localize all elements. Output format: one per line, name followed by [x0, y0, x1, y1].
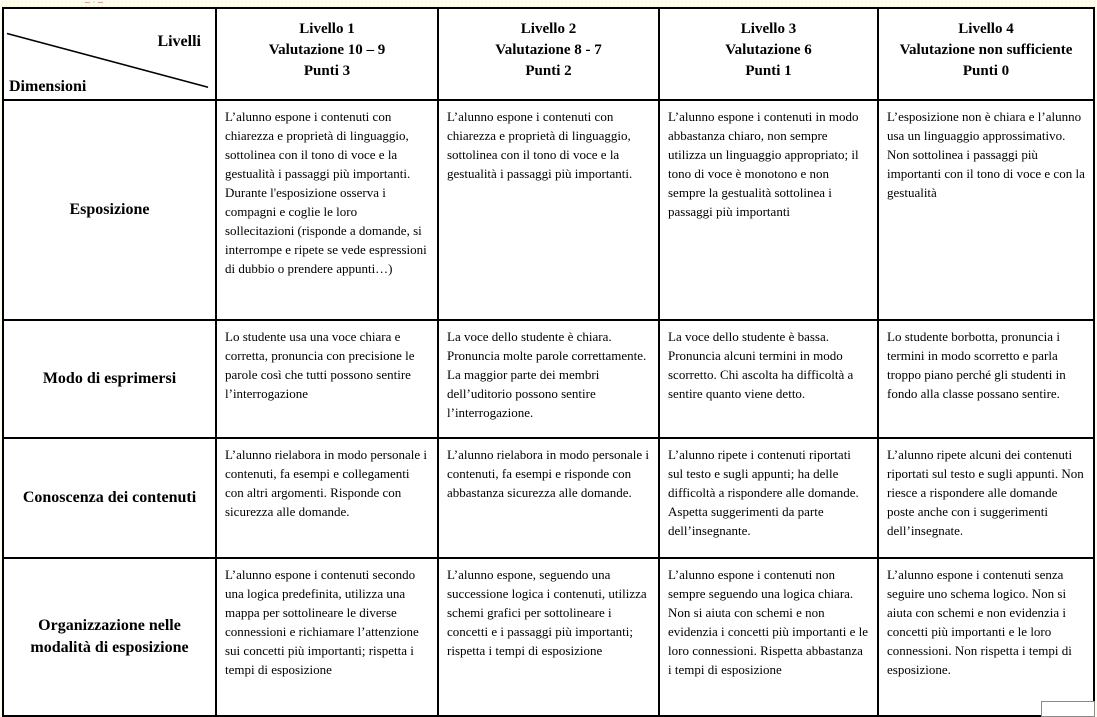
top-strip-marks: ~·~: [84, 0, 106, 7]
table-row: [3, 320, 1094, 438]
header-row: [3, 8, 1094, 100]
rubric-cell: L’alunno espone i contenuti in modo abbastanza chiaro, non sempre utilizza un linguaggio appropriato; il tono di voce è monotono e non sempre la gestualità sottolinea i passaggi più importanti: [659, 100, 878, 320]
level-header-line: Valutazione non sufficiente: [899, 42, 1073, 58]
rubric-cell: L’alunno espone i contenuti con chiarezza e proprietà di linguaggio, sottolinea con il tono di voce e la gestualità i passaggi più importanti.: [438, 100, 659, 320]
rubric-cell: L’alunno rielabora in modo personale i contenuti, fa esempi e collegamenti con altri argomenti. Risponde con sicurezza alle domande.: [216, 438, 438, 558]
level-header-line: Livello 4: [958, 21, 1014, 37]
dimension-label: Esposizione: [3, 100, 216, 320]
rubric-cell: L’alunno espone i contenuti senza seguire uno schema logico. Non si aiuta con schemi e non evidenzia i concetti più importanti e le loro connessioni. Non rispetta i tempi di esposizione.: [878, 558, 1094, 716]
rubric-cell: L’alunno espone i contenuti secondo una logica predefinita, utilizza una mappa per sottolineare le diverse connessioni e richiamare l’attenzione sui concetti più importanti; rispetta i tempi di esposizione: [216, 558, 438, 716]
level-header-line: Punti 3: [303, 63, 351, 79]
level-header-line: Punti 0: [962, 63, 1010, 79]
corner-label-dimensioni: Dimensioni: [9, 78, 87, 95]
level-header-line: Valutazione 8 - 7: [495, 42, 602, 58]
rubric-cell: L’alunno ripete alcuni dei contenuti riportati sul testo e sugli appunti. Non riesce a rispondere alle domande poste anche con i suggerimenti dell’insegnate.: [878, 438, 1094, 558]
dimension-label: Organizzazione nelle modalità di esposizione: [3, 558, 216, 716]
level-header-line: Valutazione 10 – 9: [268, 42, 386, 58]
rubric-cell: Lo studente borbotta, pronuncia i termini in modo scorretto e parla troppo piano perché gli studenti in fondo alla classe possano sentire.: [878, 320, 1094, 438]
rubric-cell: L’esposizione non è chiara e l’alunno usa un linguaggio approssimativo. Non sottolinea i passaggi più importanti con il tono di voce e con la gestualità: [878, 100, 1094, 320]
rubric-cell: L’alunno ripete i contenuti riportati sul testo e sugli appunti; ha delle difficoltà a rispondere alle domande. Aspetta suggerimenti da parte dell’insegnante.: [659, 438, 878, 558]
rubric-cell: L’alunno espone i contenuti non sempre seguendo una logica chiara. Non si aiuta con schemi e non evidenzia i concetti più importanti e le loro connessioni. Rispetta abbastanza i tempi di esposizione: [659, 558, 878, 716]
level-header-line: Livello 1: [299, 21, 355, 37]
evaluation-rubric-table: [2, 7, 1095, 717]
rubric-cell: L’alunno espone i contenuti con chiarezza e proprietà di linguaggio, sottolinea con il tono di voce e la gestualità i passaggi più importanti. Durante l'esposizione osserva i compagni e coglie le loro sollecitazioni (risponde a domande, si interrompe e ripete se vede espressioni di dubbio o prendere appunti…): [216, 100, 438, 320]
table-row: [3, 558, 1094, 716]
level-header-line: Livello 3: [740, 21, 797, 37]
level-header: [878, 8, 1094, 100]
table-row: [3, 438, 1094, 558]
rubric-cell: L’alunno espone, seguendo una successione logica i contenuti, utilizza schemi grafici per sottolineare i concetti e i passaggi più importanti; rispetta i tempi di esposizione: [438, 558, 659, 716]
corner-label-livelli: Livelli: [157, 33, 201, 50]
level-header: [659, 8, 878, 100]
rubric-cell: L’alunno rielabora in modo personale i contenuti, fa esempi e risponde con abbastanza sicurezza alle domande.: [438, 438, 659, 558]
level-header-line: Punti 1: [745, 63, 792, 79]
dimension-label: Modo di esprimersi: [3, 320, 216, 438]
rubric-cell: La voce dello studente è bassa. Pronuncia alcuni termini in modo scorretto. Chi ascolta ha difficoltà a sentire quanto viene detto.: [659, 320, 878, 438]
corner-cell: [3, 8, 216, 100]
level-header-line: Livello 2: [520, 21, 577, 37]
level-header-line: Punti 2: [525, 63, 572, 79]
level-header: [216, 8, 438, 100]
dimension-label: Conoscenza dei contenuti: [3, 438, 216, 558]
level-header-line: Valutazione 6: [725, 42, 812, 58]
bottom-right-box[interactable]: [1041, 701, 1095, 717]
rubric-cell: Lo studente usa una voce chiara e corretta, pronuncia con precisione le parole così che tutti possono sentire l’interrogazione: [216, 320, 438, 438]
table-row: [3, 100, 1094, 320]
rubric-cell: La voce dello studente è chiara. Pronuncia molte parole correttamente. La maggior parte dei membri dell’uditorio possono sentire l’interrogazione.: [438, 320, 659, 438]
level-header: [438, 8, 659, 100]
